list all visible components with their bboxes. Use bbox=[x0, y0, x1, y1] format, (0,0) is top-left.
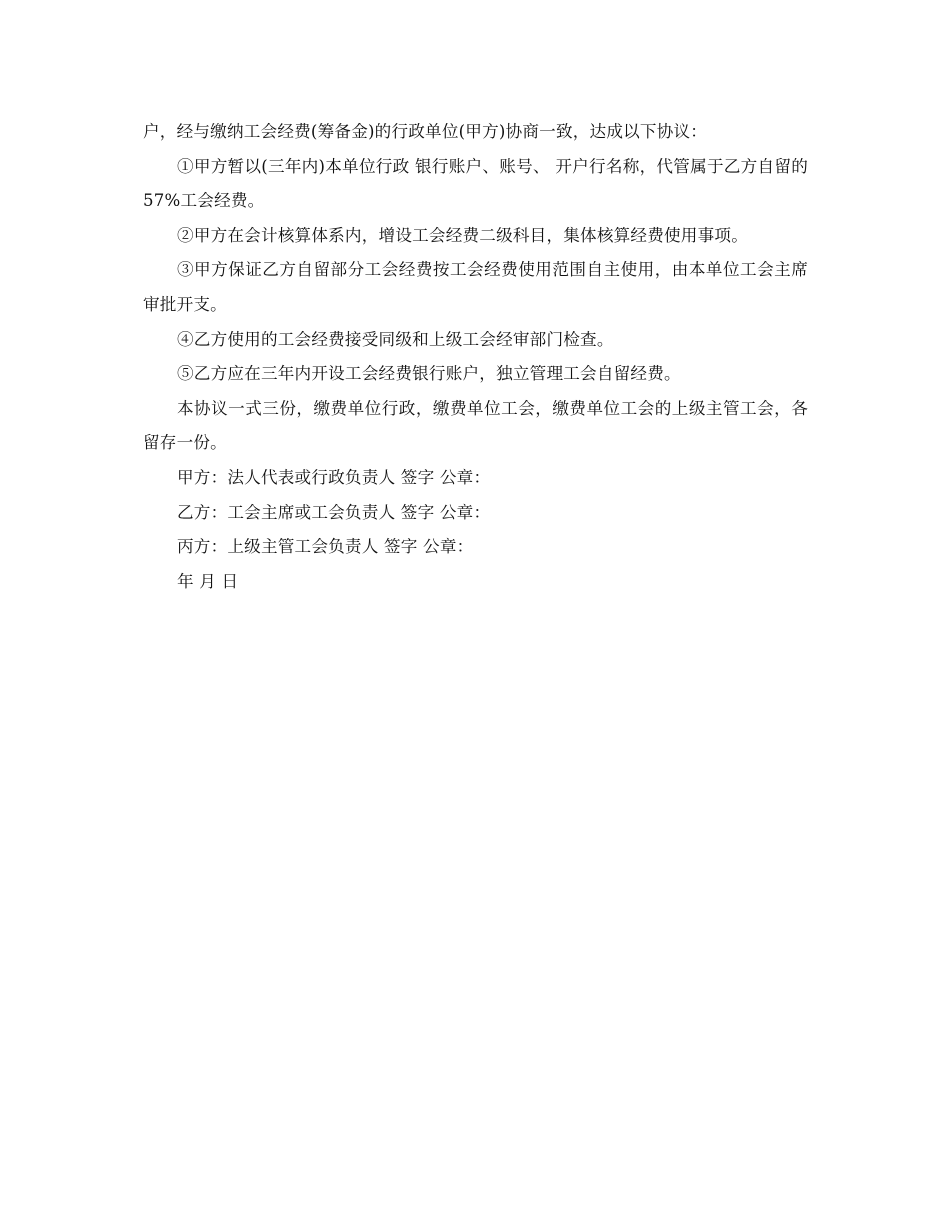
clause-1: ①甲方暂以(三年内)本单位行政 银行账户、账号、 开户行名称，代管属于乙方自留的57%工会经费。 bbox=[143, 156, 808, 211]
signature-party-c: 丙方：上级主管工会负责人 签字 公章： bbox=[177, 537, 474, 557]
document-body bbox=[143, 115, 808, 599]
signature-party-b: 乙方：工会主席或工会负责人 签字 公章： bbox=[177, 502, 491, 522]
clause-3: ③甲方保证乙方自留部分工会经费按工会经费使用范围自主使用，由本单位工会主席审批开支。 bbox=[143, 260, 808, 314]
date-line: 年 月 日 bbox=[177, 571, 239, 591]
clause-4: ④乙方使用的工会经费接受同级和上级工会经审部门检查。 bbox=[177, 329, 614, 349]
copies-statement: 本协议一式三份，缴费单位行政，缴费单位工会，缴费单位工会的上级主管工会，各留存一份。 bbox=[143, 398, 808, 453]
clause-2: ②甲方在会计核算体系内，增设工会经费二级科目，集体核算经费使用事项。 bbox=[177, 225, 748, 245]
paragraph-continuation: 户，经与缴纳工会经费(筹备金)的行政单位(甲方)协商一致，达成以下协议： bbox=[143, 122, 708, 141]
signature-party-a: 甲方：法人代表或行政负责人 签字 公章： bbox=[177, 467, 491, 487]
clause-5: ⑤乙方应在三年内开设工会经费银行账户，独立管理工会自留经费。 bbox=[177, 364, 681, 384]
